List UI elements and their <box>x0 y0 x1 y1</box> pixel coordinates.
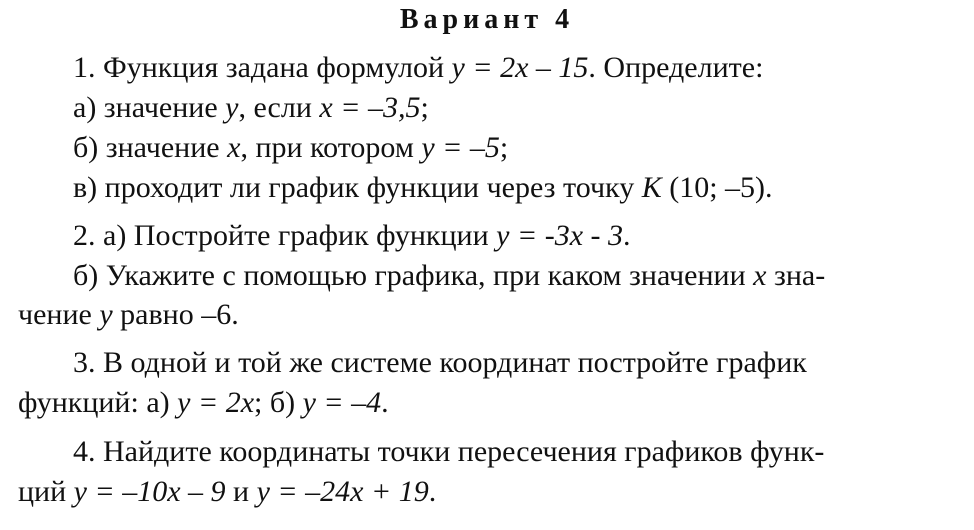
task-4-function-2: y = –24x + 19 <box>256 475 429 508</box>
task-1b-mid: , при котором <box>240 131 422 164</box>
task-2a <box>73 218 631 254</box>
task-4-function-1: y = –10x – 9 <box>73 475 226 508</box>
task-1b-text: б) значение <box>73 131 228 164</box>
task-3-line-2 <box>18 385 389 421</box>
variant-title: Вариант 4 <box>399 4 575 35</box>
task-4-line-1: 4. Найдите координаты точки пересечения графиков функ- <box>73 435 825 468</box>
task-1a <box>73 90 429 126</box>
task-1b-var: x <box>227 131 241 164</box>
task-1a-mid: , если <box>238 91 320 124</box>
task-1-formula: y = 2x – 15 <box>451 51 589 84</box>
task-2b-var: x <box>753 259 767 292</box>
task-1b-condition: y = –5 <box>421 131 500 164</box>
task-1a-end: ; <box>420 91 429 124</box>
task-1c-end: (10; –5). <box>661 171 773 204</box>
task-3-line2-text: функций: а) <box>18 386 178 419</box>
task-1c-point: K <box>641 171 662 204</box>
task-2b-line2-text: чение <box>18 298 100 331</box>
task-4-line2-text: ций <box>18 475 74 508</box>
task-3-function-b: y = –4 <box>302 386 382 419</box>
task-3-end: . <box>381 386 389 419</box>
task-2a-text: 2. а) Постройте график функции <box>73 219 497 252</box>
task-2b-line-1 <box>73 258 825 294</box>
task-1b <box>73 130 508 166</box>
task-3-separator: ; б) <box>254 386 303 419</box>
task-1c <box>73 170 773 206</box>
task-2b-line-2 <box>18 297 239 333</box>
task-2b-text: б) Укажите с помощью графика, при каком значении <box>73 259 754 292</box>
task-2a-formula: y = -3x - 3 <box>496 219 624 252</box>
task-2b-end: зна- <box>766 259 826 292</box>
task-4-conjunction: и <box>225 475 257 508</box>
task-1a-text: а) значение <box>73 91 226 124</box>
task-1-lead: 1. Функция задана формулой <box>73 51 452 84</box>
task-1c-text: в) проходит ли график функции через точку <box>73 171 642 204</box>
task-1a-var: y <box>225 91 239 124</box>
task-4-line-2 <box>18 474 436 510</box>
task-1-tail: . Определите: <box>588 51 764 84</box>
task-1b-end: ; <box>499 131 509 164</box>
task-2b-line2-var: y <box>99 298 113 331</box>
task-1-statement <box>73 50 763 86</box>
task-1a-condition: x = –3,5 <box>319 91 421 124</box>
task-3-function-a: y = 2x <box>177 386 255 419</box>
task-4-end: . <box>428 475 437 508</box>
task-3-line-1: 3. В одной и той же системе координат постройте график <box>73 346 807 379</box>
task-2a-end: . <box>623 219 631 252</box>
task-2b-line2-end: равно –6. <box>112 298 239 331</box>
